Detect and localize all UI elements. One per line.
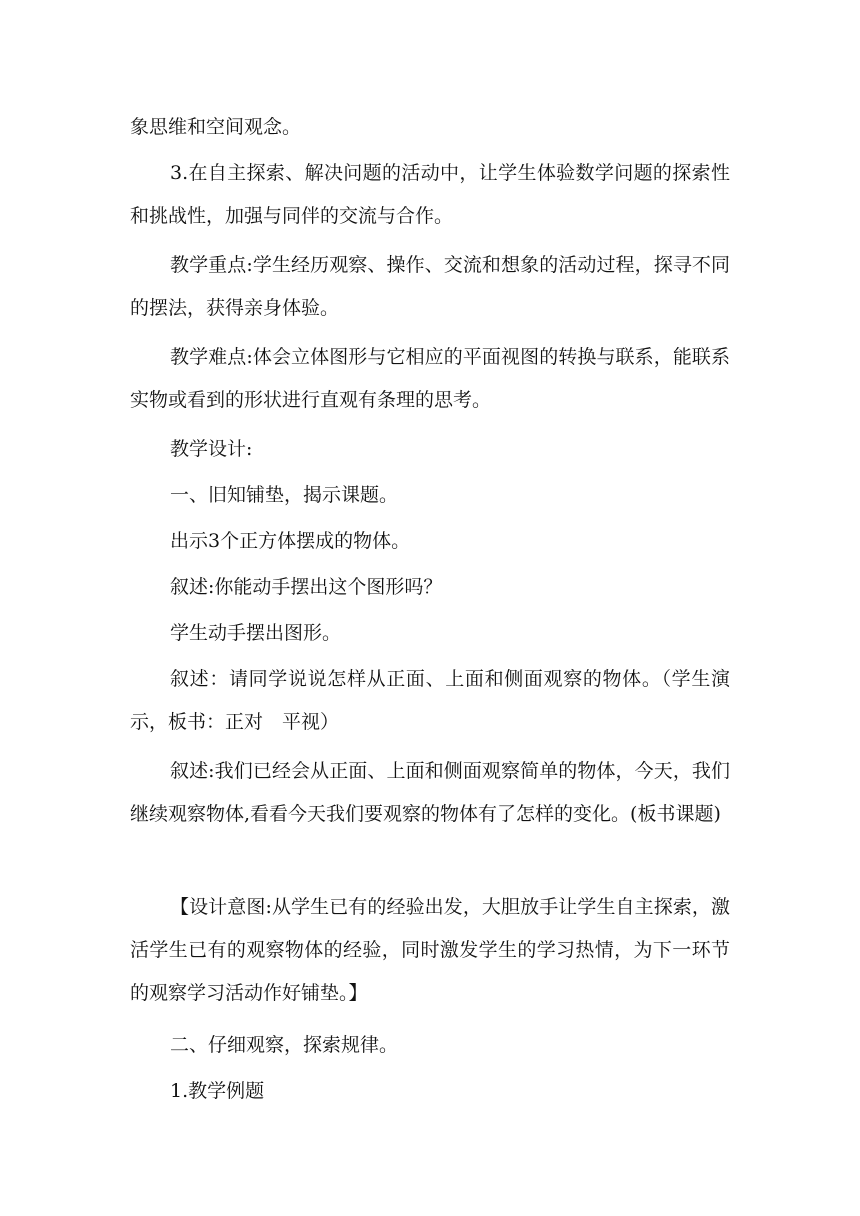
paragraph-continuation: 象思维和空间观念。 xyxy=(130,116,302,138)
paragraph-example-heading: 1.教学例题 xyxy=(170,1080,265,1102)
paragraph-narration-2: 叙述：请同学说说怎样从正面、上面和侧面观察的物体。（学生演示，板书：正对 平视） xyxy=(130,668,730,733)
paragraph-key-point: 教学重点:学生经历观察、操作、交流和想象的活动过程，探寻不同的摆法，获得亲身体验。 xyxy=(130,254,730,319)
section-heading-2: 二、仔细观察，探索规律。 xyxy=(170,1034,399,1056)
paragraph-difficulty: 教学难点:体会立体图形与它相应的平面视图的转换与联系，能联系实物或看到的形状进行直观有条理的思考。 xyxy=(130,346,730,411)
paragraph-narration-3: 叙述:我们已经会从正面、上面和侧面观察简单的物体，今天，我们继续观察物体,看看今天我们要观察的物体有了怎样的变化。(板书课题) xyxy=(130,760,730,825)
paragraph-goal-3: 3.在自主探索、解决问题的活动中，让学生体验数学问题的探索性和挑战性，加强与同伴的交流与合作。 xyxy=(130,162,730,227)
section-heading-1: 一、旧知铺垫，揭示课题。 xyxy=(170,484,399,506)
paragraph-design-heading: 教学设计: xyxy=(170,438,253,460)
paragraph-narration-1: 叙述:你能动手摆出这个图形吗？ xyxy=(170,576,443,598)
paragraph-show-object: 出示3个正方体摆成的物体。 xyxy=(170,530,411,552)
paragraph-design-intent: 【设计意图:从学生已有的经验出发，大胆放手让学生自主探索，激活学生已有的观察物体的经验，同时激发学生的学习热情，为下一环节的观察学习活动作好铺垫。】 xyxy=(130,896,730,1004)
paragraph-student-action: 学生动手摆出图形。 xyxy=(170,622,342,644)
